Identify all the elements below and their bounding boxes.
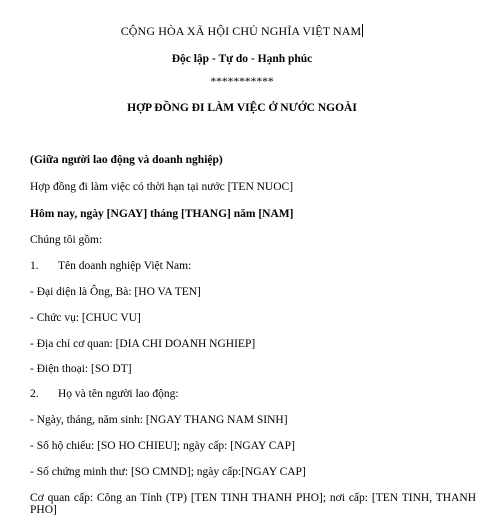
issuer-line: Cơ quan cấp: Công an Tỉnh (TP) [TEN TINH THANH PHO]; nơi cấp: [TEN TINH, THANH PHO] [30,492,476,516]
section-1-heading [30,259,280,273]
representative-line: - Đại diện là Ông, Bà: [HO VA TEN] [30,286,201,298]
contract-term: Hợp đồng đi làm việc có thời hạn tại nước [TEN NUOC] [30,181,294,193]
phone-line: - Điện thoại: [SO DT] [30,363,132,375]
section-1-title: Tên doanh nghiệp Việt Nam: [58,260,192,272]
position-line: - Chức vụ: [CHUC VU] [30,312,141,324]
birth-line: - Ngày, tháng, năm sinh: [NGAY THANG NAM SINH] [30,414,288,426]
section-2-heading [30,387,280,401]
contract-title: HỢP ĐỒNG ĐI LÀM VIỆC Ở NƯỚC NGOÀI [127,102,357,114]
section-2-title: Họ và tên người lao động: [58,388,179,400]
stars-divider: *********** [210,76,274,88]
text-cursor [362,24,363,37]
id-card-line: - Số chứng minh thư: [SO CMND]; ngày cấp:[NGAY CAP] [30,466,306,478]
republic-heading [0,24,484,38]
passport-line: - Số hộ chiếu: [SO HO CHIEU]; ngày cấp: [NGAY CAP] [30,440,295,452]
we-are: Chúng tôi gồm: [30,234,103,246]
section-1-number: 1. [30,260,39,272]
parties-note: (Giữa người lao động và doanh nghiệp) [30,154,223,166]
address-line: - Địa chỉ cơ quan: [DIA CHI DOANH NGHIEP] [30,338,256,350]
date-line: Hôm nay, ngày [NGAY] tháng [THANG] năm [NAM] [30,208,294,220]
section-2-number: 2. [30,388,39,400]
motto: Độc lập - Tự do - Hạnh phúc [171,53,313,65]
republic-heading-text: CỘNG HÒA XÃ HỘI CHỦ NGHĨA VIỆT NAM [120,24,362,38]
